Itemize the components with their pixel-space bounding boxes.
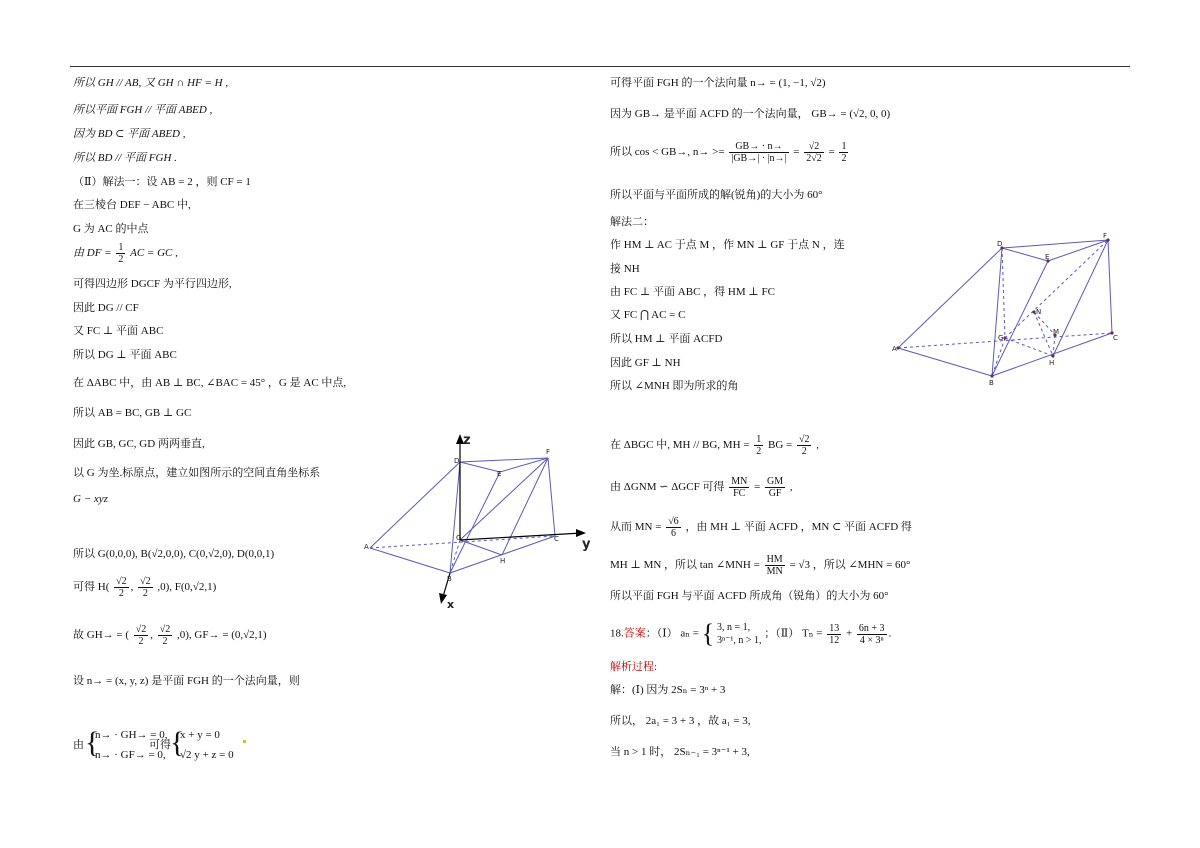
y-arrow: [576, 529, 586, 537]
line-20: 故 GH→ = ( $\frac{√2}{2}$ , $\frac{√2}{2}$ ,0), GF→ = (0,√2,1): [73, 624, 267, 647]
svg-text:F: F: [546, 448, 551, 456]
edge-GF: [1005, 240, 1108, 338]
line-r12: 所以 ∠MNH 即为所求的角: [610, 380, 739, 392]
edge-DF: [1002, 240, 1108, 248]
line-r5: 解法二：: [610, 216, 654, 228]
line-r15: 从而 MN = $\frac{√6}{6}$ ，由 MH ⊥ 平面 ACFD ，MN ⊂ 平面 ACFD 得: [610, 516, 912, 539]
svg-text:H: H: [1049, 359, 1055, 367]
line-10: 因此 DG // CF: [73, 302, 139, 314]
line-r19: 解析过程:: [610, 661, 658, 673]
frustum-figure: [890, 228, 1122, 388]
svg-text:D: D: [454, 457, 460, 465]
line-3: 因为 BD ⊂ 平面 ABED ,: [73, 128, 186, 140]
line-r13: 在 ΔBGC 中, MH // BG, MH = $\frac{1}{2}$ BG = $\frac{√2}{2}$ ,: [610, 434, 819, 457]
line-r20: 解：(Ⅰ) 因为 2Sₙ = 3ⁿ + 3: [610, 684, 726, 696]
edge-FH: [1053, 240, 1108, 356]
line-r10: 所以 HM ⊥ 平面 ACFD: [610, 333, 723, 345]
line-19: 可得 H( $\frac{√2}{2}$ , $\frac{√2}{2}$ ,0), F(0,√2,1): [73, 576, 217, 599]
svg-text:z: z: [463, 433, 471, 448]
line-12: 所以 DG ⊥ 平面 ABC: [73, 349, 177, 361]
line-r18: 18.答案：（Ⅰ） aₙ = { 3, n = 1, 3ⁿ⁻¹, n > 1, ；（Ⅱ） Tₙ = $\frac{13}{12}$ + $\frac{6n + 3}{\text{4 × 3ⁿ}}$ .: [610, 619, 892, 648]
svg-text:B: B: [447, 575, 452, 583]
svg-text:C: C: [1113, 334, 1118, 342]
line-9: 可得四边形 DGCF 为平行四边形,: [73, 278, 232, 290]
fraction: $\frac{1}{2}$: [118, 242, 124, 265]
edge-GH: [1005, 338, 1053, 356]
edge-DB: [992, 248, 1002, 376]
edge-AC: [898, 333, 1112, 348]
y-axis: [460, 533, 582, 540]
svg-text:A: A: [892, 345, 897, 353]
line-7: G 为 AC 的中点: [73, 223, 149, 235]
svg-text:F: F: [1103, 232, 1108, 240]
svg-text:G: G: [456, 534, 462, 542]
edge-DG: [1002, 248, 1005, 338]
svg-text:M: M: [1053, 328, 1060, 336]
edge-DA: [370, 462, 460, 548]
line-18: 所以 G(0,0,0), B(√2,0,0), C(0,√2,0), D(0,0,1): [73, 548, 275, 560]
line-r9: 又 FC ⋂ AC = C: [610, 309, 686, 321]
svg-text:E: E: [497, 470, 502, 478]
line-r11: 因此 GF ⊥ NH: [610, 357, 681, 369]
line-r3: 所以 cos < GB→, n→ >= $\frac{GB\to \cdot n\to}{|GB\to| \cdot |n\to|}$ = $\frac{√2}{2√2}$ = $\frac{1}{2}$: [610, 141, 847, 164]
line-r14: 由 ΔGNM ∽ ΔGCF 可得 $\frac{MN}{FC}$ = $\frac{GM}{GF}$ ,: [610, 476, 793, 499]
line-r16: MH ⊥ MN ，所以 tan ∠MNH = $\frac{HM}{MN}$ = √3 ，所以 ∠MHN = 60°: [610, 554, 911, 577]
svg-text:G: G: [998, 334, 1004, 342]
line-1: 所以 GH // AB, 又 GH ∩ HF = H ,: [73, 77, 229, 89]
svg-text:D: D: [997, 240, 1003, 248]
line-14: 所以 AB = BC, GB ⊥ GC: [73, 407, 192, 419]
line-r6: 作 HM ⊥ AC 于点 M ，作 MN ⊥ GF 于点 N ，连: [610, 239, 845, 251]
line-r4: 所以平面与平面所成的解(锐角)的大小为 60°: [610, 189, 823, 201]
svg-text:N: N: [1036, 308, 1042, 316]
edge-DE: [1002, 248, 1048, 261]
line-8: 由 DF = $\frac{1}{2}$ AC = GC ,: [73, 242, 178, 265]
line-r17: 所以平面 FGH 与平面 ACFD 所成角（锐角）的大小为 60°: [610, 590, 889, 602]
svg-text:B: B: [989, 379, 994, 387]
edge-DE: [460, 462, 500, 472]
line-6: 在三棱台 DEF − ABC 中,: [73, 199, 191, 211]
edge-FC: [1108, 240, 1112, 333]
line-r2: 因为 GB→ 是平面 ACFD 的一个法向量， GB→ = (√2, 0, 0): [610, 108, 891, 120]
line-21: 设 n→ = (x, y, z) 是平面 FGH 的一个法向量，则: [73, 675, 300, 687]
line-r1: 可得平面 FGH 的一个法向量 n→ = (1, −1, √2): [610, 77, 826, 89]
line-r7: 接 NH: [610, 263, 640, 275]
svg-text:y: y: [582, 537, 591, 552]
x-arrow: [439, 593, 447, 604]
svg-text:x: x: [447, 598, 455, 610]
svg-text:H: H: [500, 557, 506, 565]
line-r21: 所以， 2a₁ = 3 + 3 ，故 a₁ = 3,: [610, 715, 751, 727]
line-13: 在 ΔABC 中，由 AB ⊥ BC, ∠BAC = 45° ，G 是 AC 中点,: [73, 377, 347, 389]
line-17: G − xyz: [73, 493, 108, 505]
line-16: 以 G 为坐.标原点，建立如图所示的空间直角坐标系: [73, 467, 321, 479]
line-r22: 当 n > 1 时， 2Sₙ₋₁ = 3ⁿ⁻¹ + 3,: [610, 746, 750, 758]
edge-AB: [370, 548, 450, 573]
svg-text:C: C: [554, 535, 559, 543]
line-5: （Ⅱ）解法一：设 AB = 2 ，则 CF = 1: [73, 176, 251, 188]
line-r8: 由 FC ⊥ 平面 ABC ，得 HM ⊥ FC: [610, 286, 775, 298]
edge-FC: [548, 458, 555, 536]
line-15: 因此 GB, GC, GD 两两垂直,: [73, 438, 205, 450]
edge-NH: [1034, 312, 1053, 356]
svg-text:A: A: [364, 543, 369, 551]
svg-text:E: E: [1045, 253, 1050, 261]
edge-GF: [460, 458, 548, 540]
header-rule: [70, 66, 1130, 67]
line-4: 所以 BD // 平面 FGH .: [73, 152, 177, 164]
line-11: 又 FC ⊥ 平面 ABC: [73, 325, 164, 337]
line-2: 所以平面 FGH // 平面 ABED ,: [73, 104, 213, 116]
edge-AB: [898, 348, 992, 376]
edge-DA: [898, 248, 1002, 348]
coordinate-figure: [360, 430, 595, 610]
